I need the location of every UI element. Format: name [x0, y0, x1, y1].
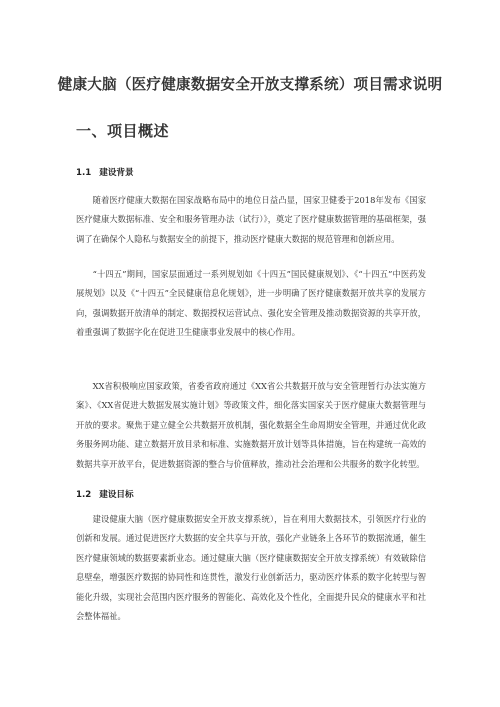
document-title: 健康大脑（医疗健康数据安全开放支撑系统）项目需求说明 [57, 76, 443, 93]
subsection-title: 建设背景 [99, 168, 134, 178]
background-paragraph-1: 随着医疗健康大数据在国家战略布局中的地位日益凸显，国家卫健委于2018年发布《国家医疗健康大数据标准、安全和服务管理办法（试行）》，奠定了医疗健康数据管理的基础框架，强调了在确保个人隐私与数据安全的前提下，推动医疗健康大数据的规范管理和创新应用。 [76, 195, 426, 244]
background-paragraph-3: XX省积极响应国家政策，省委省政府通过《XX省公共数据开放与安全管理暂行办法实施方案》、《XX省促进大数据发展实施计划》等政策文件，细化落实国家关于医疗健康大数据管理与开放的要求。聚焦于建立健全公共数据开放机制，强化数据全生命周期安全管理，并通过优化政务服务网功能、建立数据开放目录和标准、实施数据开放计划等具体措施，旨在构建统一高效的数据共享开放平台，促进数据资源的整合与价值释放，推动社会治理和公共服务的数字化转型。 [76, 381, 426, 469]
subsection-heading-goals [76, 488, 134, 500]
section-heading-overview: 一、项目概述 [76, 122, 170, 140]
subsection-title: 建设目标 [99, 490, 134, 500]
subsection-number: 1.1 [76, 168, 92, 178]
subsection-heading-background [76, 166, 134, 178]
background-paragraph-2: “十四五”期间，国家层面通过一系列规划如《十四五”国民健康规划》、《“十四五”中医药发展规划》以及《“十四五”全民健康信息化规划》，进一步明确了医疗健康数据开放共享的发展方向，强调数据开放清单的制定、数据授权运营试点、强化安全管理及推动数据资源的共享开放，着重强调了数据字化在促进卫生健康事业发展中的核心作用。 [76, 269, 426, 338]
goals-paragraph-1: 建设健康大脑（医疗健康数据安全开放支撑系统），旨在利用大数据技术，引领医疗行业的创新和发展。通过促进医疗大数据的安全共享与开放，强化产业链条上各环节的数据流通，催生医疗健康领域的数据要素新业态。通过健康大脑（医疗健康数据安全开放支撑系统）有效破除信息壁垒，增强医疗数据的协同性和连贯性，激发行业创新活力，驱动医疗体系的数字化转型与智能化升级，实现社会范围内医疗服务的智能化、高效化及个性化，全面提升民众的健康水平和社会整体福祉。 [76, 514, 426, 622]
subsection-number: 1.2 [76, 490, 92, 500]
